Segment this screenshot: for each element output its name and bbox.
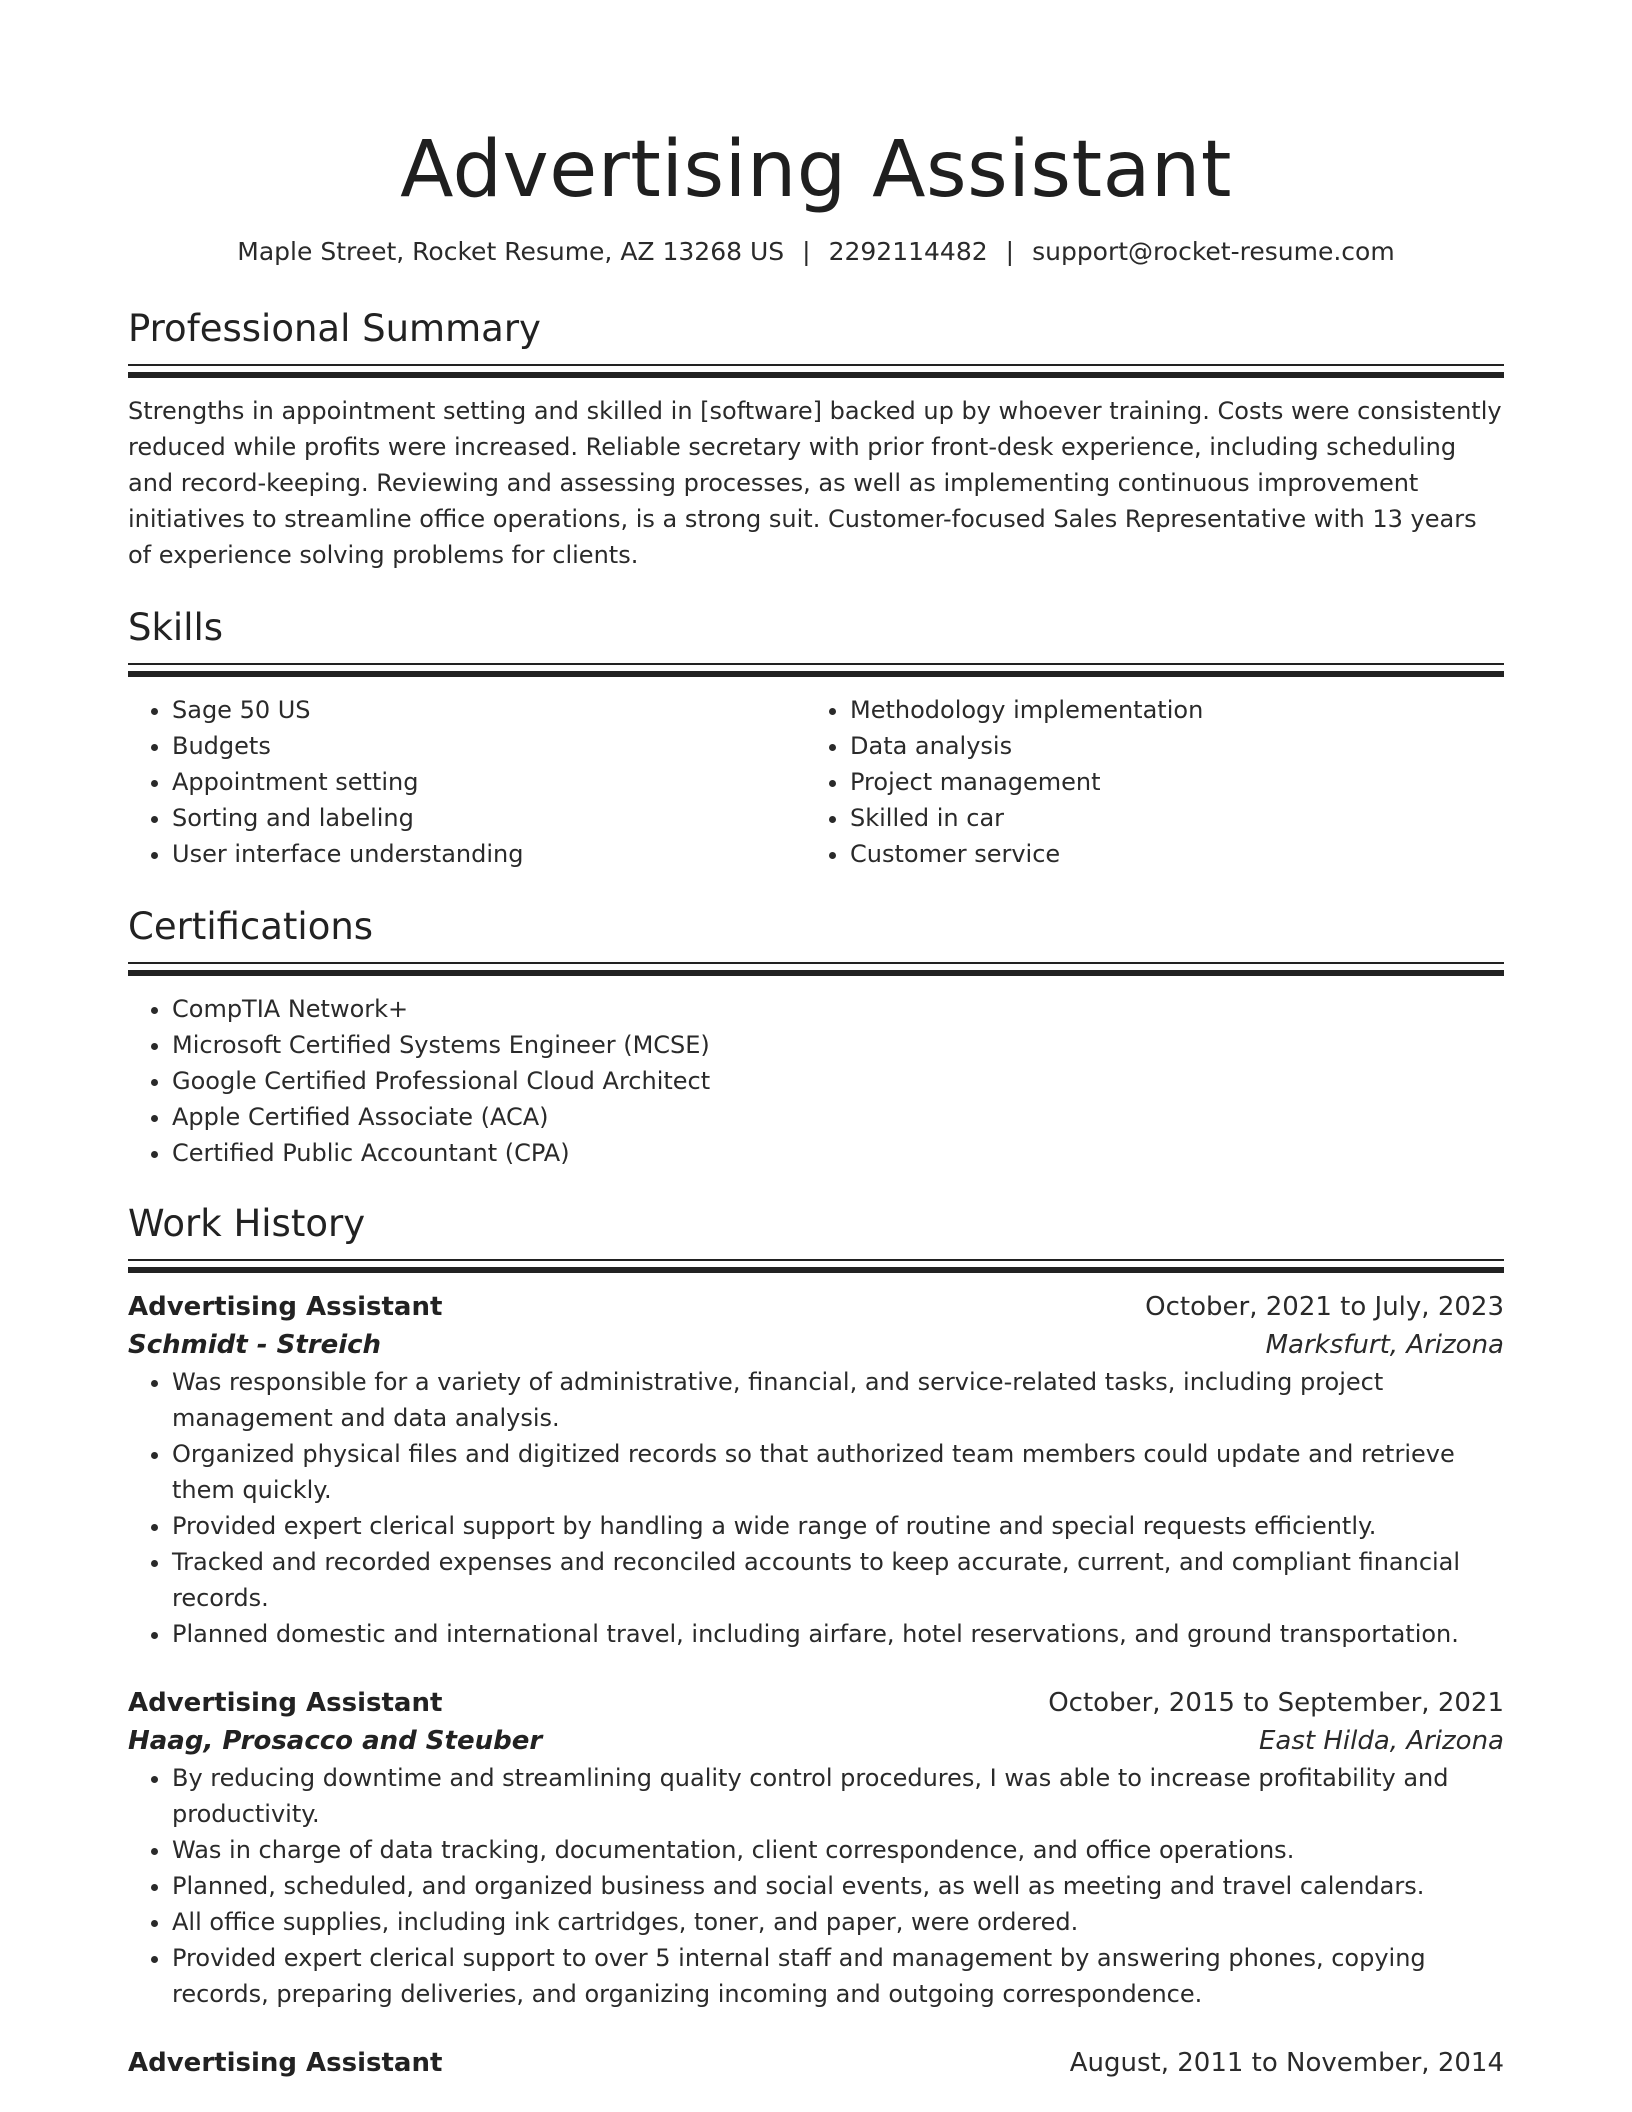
job-title: Advertising Assistant [128,2048,443,2078]
certifications-title: Certifications [128,905,374,948]
job-bullet: • Provided expert clerical support to over 5 internal staff and management by answering phones, copying records, preparing deliveries, and organizing incoming and outgoing correspondence. [172,1940,1504,2012]
skills-title: Skills [128,606,224,649]
skill-item: • Customer service [850,836,1484,872]
job-bullet: • Tracked and recorded expenses and reconciled accounts to keep accurate, current, and compliant financial records. [172,1544,1504,1616]
skills-column-left [128,692,806,872]
section-divider [128,663,1504,678]
skills-list-left [128,692,806,872]
job-entry [128,1288,1504,1652]
work-history-title: Work History [128,1202,366,1245]
job-bullet: • Was responsible for a variety of administrative, financial, and service-related tasks, including project management and data analysis. [172,1364,1504,1436]
job-header-row [128,2044,1504,2082]
skill-item: • Sage 50 US [172,692,806,728]
certification-item: • Certified Public Accountant (CPA) [172,1135,1504,1171]
certifications-list [128,991,1504,1171]
job-location: East Hilda, Arizona [1259,1726,1504,1756]
section-divider [128,962,1504,977]
job-header-row [128,1288,1504,1326]
resume-name: Advertising Assistant [400,125,1232,215]
certification-item: • Microsoft Certified Systems Engineer (MCSE) [172,1027,1504,1063]
contact-address: Maple Street, Rocket Resume, AZ 13268 US [237,237,785,266]
contact-phone: 2292114482 [828,237,988,266]
job-company-row [128,1326,1504,1364]
contact-line [128,236,1504,268]
certification-item: • CompTIA Network+ [172,991,1504,1027]
job-company-row [128,1722,1504,1760]
job-bullets [128,1364,1504,1652]
job-company: Haag, Prosacco and Steuber [128,1726,543,1756]
skills-column-right [806,692,1484,872]
job-company: Schmidt - Streich [128,1330,382,1360]
certification-item: • Apple Certified Associate (ACA) [172,1099,1504,1135]
skills-grid [128,692,1504,872]
skill-item: • Data analysis [850,728,1484,764]
job-title: Advertising Assistant [128,1688,443,1718]
contact-separator: | [802,237,811,266]
contact-email: support@rocket-resume.com [1032,237,1395,266]
job-bullet: • All office supplies, including ink cartridges, toner, and paper, were ordered. [172,1904,1504,1940]
skill-item: • User interface understanding [172,836,806,872]
job-location: Marksfurt, Arizona [1265,1330,1504,1360]
job-dates: October, 2015 to September, 2021 [1048,1688,1504,1718]
job-entry [128,2044,1504,2082]
work-history-section [128,1201,1504,2082]
job-bullet: • Planned domestic and international travel, including airfare, hotel reservations, and ground transportation. [172,1616,1504,1652]
skill-item: • Skilled in car [850,800,1484,836]
skill-item: • Appointment setting [172,764,806,800]
certification-item: • Google Certified Professional Cloud Architect [172,1063,1504,1099]
contact-separator: | [1005,237,1015,266]
section-divider [128,1259,1504,1274]
job-entry [128,1684,1504,2012]
job-bullet: • Was in charge of data tracking, documentation, client correspondence, and office operations. [172,1832,1504,1868]
skills-section [128,605,1504,872]
job-bullet: • Planned, scheduled, and organized business and social events, as well as meeting and travel calendars. [172,1868,1504,1904]
resume-page [128,0,1504,2082]
section-divider [128,364,1504,379]
job-bullets [128,1760,1504,2012]
job-header-row [128,1684,1504,1722]
job-dates: August, 2011 to November, 2014 [1069,2048,1504,2078]
job-dates: October, 2021 to July, 2023 [1145,1292,1504,1322]
skill-item: • Budgets [172,728,806,764]
job-title: Advertising Assistant [128,1292,443,1322]
job-bullet: • Provided expert clerical support by handling a wide range of routine and special requests efficiently. [172,1508,1504,1544]
job-bullet: • Organized physical files and digitized records so that authorized team members could update and retrieve them quickly. [172,1436,1504,1508]
certifications-section [128,904,1504,1171]
skill-item: • Project management [850,764,1484,800]
skills-list-right [806,692,1484,872]
summary-section [128,306,1504,573]
skill-item: • Methodology implementation [850,692,1484,728]
job-bullet: • By reducing downtime and streamlining quality control procedures, I was able to increase profitability and productivity. [172,1760,1504,1832]
summary-title: Professional Summary [128,307,541,350]
summary-text: Strengths in appointment setting and skilled in [software] backed up by whoever training. Costs were consistently reduced while profits were increased. Reliable secretary with prior front-desk experience, including scheduling and record-keeping. Reviewing and assessing processes, as well as implementing continuous improvement initiatives to streamline office operations, is a strong suit. Customer-focused Sales Representative with 13 years of experience solving problems for clients. [128,397,1502,569]
skill-item: • Sorting and labeling [172,800,806,836]
